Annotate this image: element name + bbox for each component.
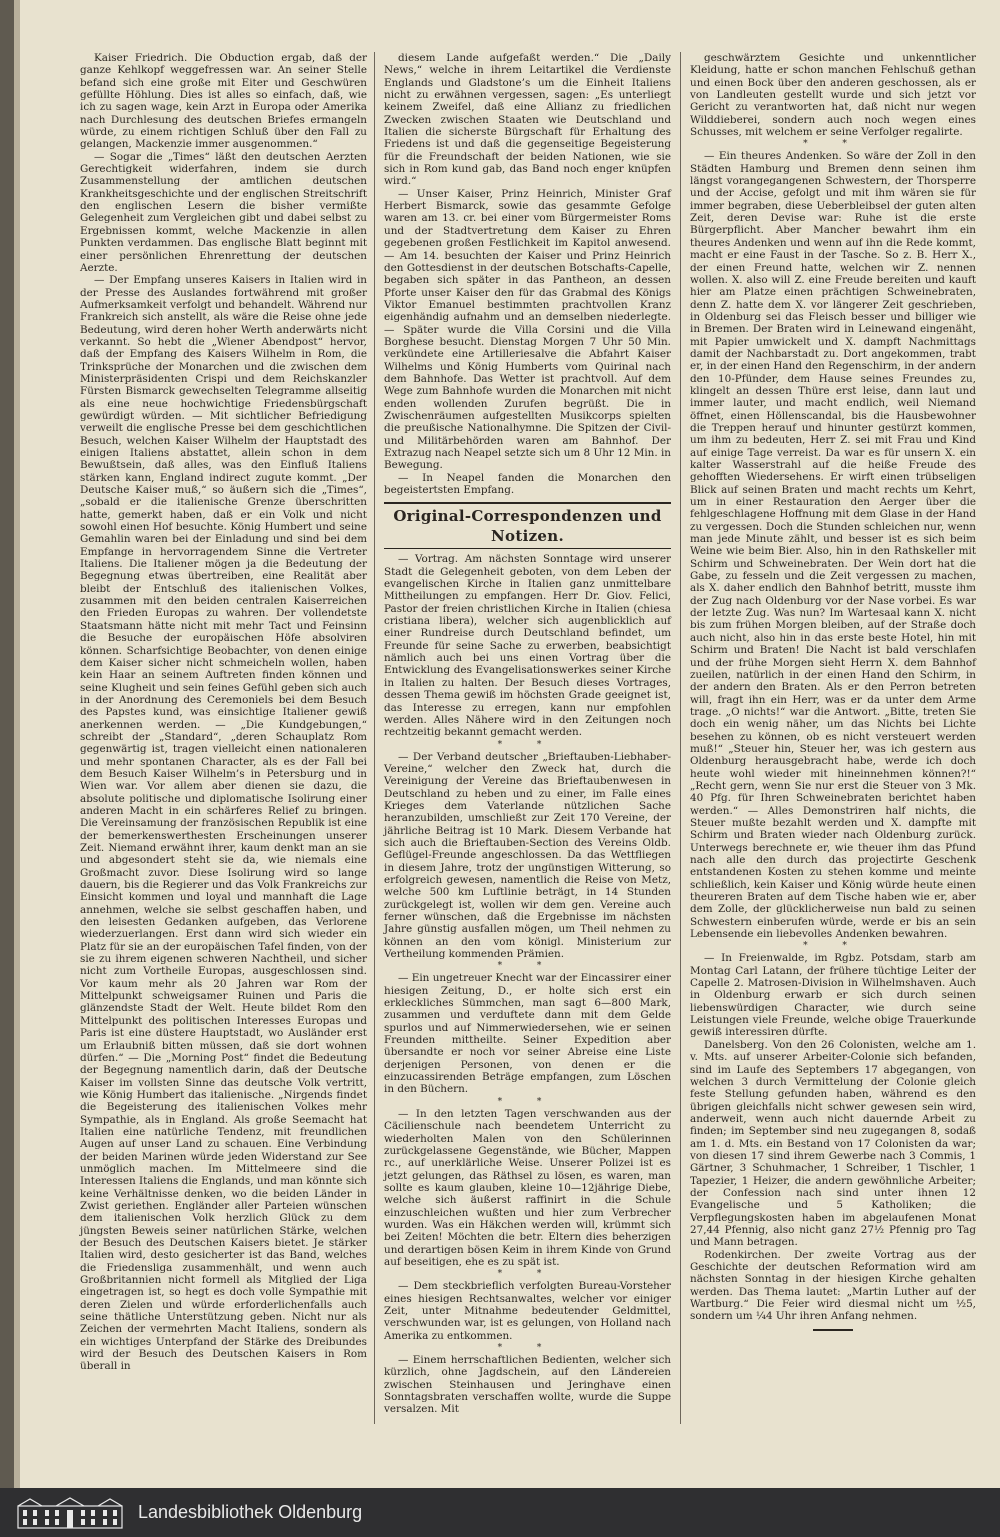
footer-bar <box>0 1488 1000 1537</box>
column-3 <box>690 52 976 1331</box>
book-spine-edge <box>0 0 14 1488</box>
separator-stars: * * <box>497 961 558 972</box>
article-paragraph: Kaiser Friedrich. Die Obduction ergab, daß der ganze Kehlkopf weggefressen war. An seiner Stelle befand sich eine große mit Eiter und Geschwüren gefüllte Höhlung. Dies ist alles so einfach, daß, wie ich zu sagen wage, kein Arzt in Europa oder Amerika nach Durchlesung des deutschen Briefes ermangeln würde, zu einem richtigen Schluß über den Fall zu gelangen, Mackenzie immer ausgenommen.“ <box>80 52 367 151</box>
column-2 <box>384 52 671 1416</box>
article-paragraph: — Der Empfang unseres Kaisers in Italien wird in der Presse des Auslandes fortwährend mit großer Aufmerksamkeit verfolgt und behandelt. Während nur Frankreich sich anstellt, als wäre die Reise ohne jede Bedeutung, wird deren hoher Werth anderwärts nicht verkannt. So hebt die „Wiener Abendpost“ hervor, daß der Empfang des Kaisers Wilhelm in Rom, die Trinksprüche der Monarchen und die zwischen dem Ministerpräsidenten Crispi und dem Reichskanzler Fürsten Bismarck gewechselten Telegramme allseitig als eine neue hochwichtige Friedensbürgschaft gewürdigt würden. — Mit sichtlicher Befriedigung verweilt die englische Presse bei dem geschichtlichen Besuch, welchen Kaiser Wilhelm der Hauptstadt des einigen Italiens abstattet, allein schon in dem Bewußtsein, daß alles, was den Einfluß Italiens stärken kann, England indirect zugute kommt. „Der Deutsche Kaiser muß,“ so äußern sich die „Times“, „sobald er die italienische Grenze überschritten hatte, gemerkt haben, daß er ein Volk und nicht sowohl einen Hof besuchte. König Humbert und seine Gemahlin waren bei der Einladung und sind bei dem Empfange in hervorragendem Sinne die Vertreter Italiens. Die Italiener mögen ja die Bedeutung der Begegnung etwas übertreiben, eine Realität aber bleibt der Entschluß des italienischen Volkes, zusammen mit den beiden centralen Kaiserreichen den Frieden Europas zu wahren. Der vollendetste Staatsmann hätte nicht mit mehr Tact und Feinsinn die Besuche der europäischen Höfe absolviren können. Scharfsichtige Beobachter, von denen einige dem Kaiser sicher nicht schmeicheln wollen, haben kein Haar an seinem Auftreten finden können und seine Klugheit und sein feines Gefühl geben sich auch in der Anordnung des Ceremoniels bei dem Besuch des Papstes kund, was einsichtige Italiener gewiß anerkennen werden. — „Die Kundgebungen,“ schreibt der „Standard“, „deren Schauplatz Rom gegenwärtig ist, tragen vielleicht einen nationaleren und mehr spontanen Character, als es der Fall bei dem Besuch Kaiser Wilhelm’s in Petersburg und in Wien war. Vor allem aber dienen sie dazu, die absolute politische und diplomatische Isolirung einer anderen Macht in ein schärferes Relief zu bringen. Die Vereinsamung der französischen Republik ist eine der bemerkenswerthesten Erscheinungen unserer Zeit. Niemand erwähnt ihrer, kaum denkt man an sie und abgesondert steht sie da, wie niemals eine Großmacht zuvor. Diese Isolirung wird so lange dauern, bis die Regierer und das Volk Frankreichs zur Einsicht kommen und loyal und mannhaft die Lage annehmen, welche sie selbst geschaffen haben, und den leisesten Gedanken aufgeben, das Verlorene wiederzuerlangen. Erst dann wird sich wieder ein Platz für sie an der europäischen Tafel finden, von der sie zu ihrem eigenen schweren Nachtheil, und sicher nicht zum Vortheile Europas, ausgeschlossen sind. Vor kaum mehr als 20 Jahren war Rom der Mittelpunkt schweigsamer Ruinen und Paris die glänzendste Stadt der Welt. Heute bildet Rom den Mittelpunkt des politischen Interesses Europas und Paris ist eine düstere Hauptstadt, wo Ausländer erst um Erlaubniß bitten müssen, daß sie dort wohnen dürfen.“ — Die „Morning Post“ findet die Bedeutung der Begegnung namentlich darin, daß der Deutsche Kaiser im vollsten Sinne das deutsche Volk vertritt, wie König Humbert das italienische. „Nirgends findet die Begeisterung des italienischen Volkes mehr Sympathie, als in England. Als große Seemacht hat Italien eine natürliche Tendenz, mit freundlichen Augen auf unser Land zu schauen. Eine Verbindung der beiden Marinen würde jeden Widerstand zur See unmöglich machen. Im Mittelmeere sind die Interessen Italiens die Englands, und man könnte sich keine Verhältnisse denken, wo die beiden Länder in Zwist geriethen. Engländer aller Parteien wünschen dem italienischen Volk herzlich Glück zu dem jüngsten Beweis seiner natürlichen Stärke, welchen der Besuch des Deutschen Kaisers bietet. Je stärker Italien wird, desto gesicherter ist das Band, welches die Friedensliga zusammenhält, und wenn auch Großbritannien nicht formell als Mitglied der Liga eingetragen ist, so hegt es doch volle Sympathie mit deren Zielen und würde erforderlichenfalls auch seine thätliche Unterstützung geben. Nicht nur als Zeichen der vermehrten Macht Italiens, sondern als ein wichtiges Unterpfand der Stärke des Dreibundes wird der Besuch des Deutschen Kaisers in Rom überall in <box>80 274 367 1373</box>
separator-stars: * * <box>803 941 863 952</box>
section-heading: Original-Correspondenzen und Notizen. <box>384 502 671 549</box>
separator-stars: * * <box>497 1343 558 1353</box>
separator-stars: * * <box>803 139 863 150</box>
article-paragraph: Rodenkirchen. Der zweite Vortrag aus der Geschichte der deutschen Reformation wird am nächsten Sonntag in der hiesigen Kirche gehalten werden. Das Thema lautet: „Martin Luther auf der Wartburg.“ Die Feier wird diesmal nicht um ½5, sondern um ¼4 Uhr ihren Anfang nehmen. <box>690 1248 976 1323</box>
column-rule-1 <box>374 52 375 1424</box>
separator-stars: * * <box>497 1269 558 1280</box>
library-name: Landesbibliothek Oldenburg <box>138 1502 363 1522</box>
article-paragraph: geschwärztem Gesichte und unkenntlicher Kleidung, hatte er schon manchen Fehlschuß gethan und einen Bock über den anderen geschossen, als er von Landleuten gestellt wurde und sich jetzt vor Gericht zu verantworten hat, daß nicht nur wegen Wilddieberei, sondern auch noch wegen eines Schusses, mit welchem er seine Verfolger regalirte. <box>690 52 976 139</box>
end-rule <box>813 1329 853 1331</box>
page-edge-shadow <box>14 0 20 1488</box>
article-paragraph: — In Neapel fanden die Monarchen den begeistertsten Empfang. <box>384 471 671 497</box>
column-rule-2 <box>680 52 681 1424</box>
article-paragraph: — Einem herrschaftlichen Bedienten, welcher sich kürzlich, ohne Jagdschein, auf den Ländereien zwischen Steinhausen und Jeringhave einen Sonntagsbraten verschaffen wollte, wurde die Suppe versalzen. Mit <box>384 1354 671 1416</box>
article-paragraph: Danelsberg. Von den 26 Colonisten, welche am 1. v. Mts. auf unserer Arbeiter-Colonie sich befanden, sind im Laufe des Septembers 17 abgegangen, von welchen 3 durch Vermittelung der Colonie gleich feste Stellung gefunden haben, während es den übrigen gleichfalls nicht schwer gewesen sein wird, anderweit, wenn auch nicht dauernde Arbeit zu finden; im September sind neu zugegangen 8, sodaß am 1. d. Mts. ein Bestand von 17 Colonisten da war; von diesen 17 sind ihrem Gewerbe nach 3 Commis, 1 Gärtner, 3 Schuhmacher, 1 Schreiber, 1 Tischler, 1 Tapezier, 1 Heizer, die andern gewöhnliche Arbeiter; der Confession nach sind unter ihnen 12 Evangelische und 5 Katholiken; die Verpflegungskosten haben im abgelaufenen Monat 27,44 Pfennig, also nicht ganz 27½ Pfennig pro Tag und Mann betragen. <box>690 1038 976 1249</box>
article-paragraph: — Dem steckbrieflich verfolgten Bureau-Vorsteher eines hiesigen Rechtsanwaltes, welcher vor einiger Zeit, unter Mitnahme bedeutender Geldmittel, verschwunden war, ist es gelungen, von Holland nach Amerika zu entkommen. <box>384 1280 671 1342</box>
article-paragraph: — Sogar die „Times“ läßt den deutschen Aerzten Gerechtigkeit widerfahren, indem sie durch Zusammenstellung der amtlichen deutschen Krankheitsgeschichte und der englischen Streitschrift den englischen Lesern die bisher vermißte Gelegenheit zum Vergleichen gibt und dabei selbst zu Ergebnissen kommt, welche Mackenzie in allen Punkten verdammen. Das englische Blatt beginnt mit einer persönlichen Ehrenrettung der deutschen Aerzte. <box>80 150 367 274</box>
article-paragraph: — Ein theures Andenken. So wäre der Zoll in den Städten Hamburg und Bremen denn seinen ihm längst vorangegangenen Schwestern, der Thorsperre und der Accise, gefolgt und mit ihm wären sie für immer begraben, diese Ueberbleibsel der guten alten Zeit, deren Devise war: Ruhe ist die erste Bürgerpflicht. Aber Mancher bewahrt ihm ein theures Andenken und wenn auf ihn die Rede kommt, macht er eine Faust in der Tasche. So z. B. Herr X., der einen Freund hatte, welchen wir Z. nennen wollen. X. also will Z. eine Freude bereiten und kauft hier am Platze einen prächtigen Schweinebraten, denn Z. hatte dem X. vor längerer Zeit geschrieben, in Oldenburg sei das Fleisch besser und billiger wie in Bremen. Der Braten wird in Leinewand eingenäht, mit Papier umwickelt und X. dampft Nachmittags damit der Nachbarstadt zu. Dort angekommen, trabt er, in der einen Hand den Regenschirm, in der andern den 10-Pfünder, dem Hause seines Freundes zu, klingelt an dessen Thüre erst leise, dann laut und immer lauter, und macht endlich, weil Niemand öffnet, einen Höllenscandal, bis die Hausbewohner die Treppen herauf und hinunter gestürzt kommen, um ihm zu bedeuten, Herr Z. sei mit Frau und Kind auf einige Tage verreist. Da war es für unsern X. ein kalter Wasserstrahl auf die heiße Freude des gehofften Wiedersehens. Er wirft einen trübseligen Blick auf seinen Braten und macht rechts um Kehrt, um in einer Restauration den Aerger über die fehlgeschlagene Hoffnung mit dem Glase in der Hand zu vergessen. Doch die Stunden schleichen nur, wenn man jede Minute zählt, und besser ist es sich beim Weine wie beim Bier. Also, hin in den Rathskeller mit Schirm und Schweinebraten. Der Wein dort hat die Gabe, zu fesseln und die Zeit vergessen zu machen, als X. daher endlich den Bahnhof betritt, musste ihm der Zug nach Oldenburg vor der Nase vorbei. Es war der letzte Zug. Was nun? Im Wartesaal kann X. nicht bis zum frühen Morgen bleiben, auf der Straße doch auch nicht, also hin in das erste beste Hotel, hin mit Schirm und Braten! Die Nacht ist bald verschlafen und der frühe Morgen sieht Herrn X. dem Bahnhof zueilen, natürlich in der einen Hand den Schirm, in der andern den Braten. Als er den Perron betreten will, fragt ihn ein Herr, was er da unter dem Arme trage. „O nichts!“ war die Antwort. „Bitte, treten Sie doch ein wenig näher, um das Nichts bei Lichte besehen zu können, ob es nicht versteuert werden muß!“ „Steuer hin, Steuer her, was ich gestern aus Oldenburg herausgebracht habe, werde ich doch heute wohl wieder mit hineinnehmen können?!“ „Recht gern, wenn Sie nur erst die Steuer von 3 Mk. 40 Pfg. für Ihren Schweinebraten berichtet haben werden.“ — Alles Demonstriren half nichts, die Steuer mußte bezahlt werden und X. dampfte mit Schirm und Braten wieder nach Oldenburg zurück. Unterwegs berechnete er, wie theuer ihm das Pfund nach alle den durch das projectirte Geschenk entstandenen Kosten zu stehen komme und meinte schließlich, kein Kaiser und König würde heute einen theureren Braten auf dem Tische haben wie er, aber dem Zolle, der glücklicherweise nun bald zu seinen Schwestern einberufen würde, werde er bis an sein Lebensende ein liebevolles Andenken bewahren. <box>690 150 976 941</box>
article-paragraph: — In Freienwalde, im Rgbz. Potsdam, starb am Montag Carl Latann, der frühere tüchtige Leiter der Capelle 2. Matrosen-Division in Wilhelmshaven. Auch in Oldenburg erwarb er sich durch seinen liebenswürdigen Character, wie durch seine Leistungen viele Freunde, welche obige Trauerkunde gewiß interessiren dürfte. <box>690 952 976 1039</box>
library-building-icon <box>16 1496 124 1530</box>
article-paragraph: — In den letzten Tagen verschwanden aus der Cäcilienschule nach beendetem Unterricht zu wiederholten Malen von den Schülerinnen zurückgelassene Gegenstände, wie Bücher, Mappen rc., auf unerklärliche Weise. Unserer Polizei ist es jetzt gelungen, das Räthsel zu lösen, es waren, man sollte es kaum glauben, kleine 10—12jährige Diebe, welche sich äußerst raffinirt in die Schule einzuschleichen wußten und hier zum Verbrecher wurden. Was ein Häkchen werden will, krümmt sich bei Zeiten! Möchten die betr. Eltern dies beherzigen und derartigen bösen Keim in ihrem Kinde von Grund auf beseitigen, ehe es zu spät ist. <box>384 1107 671 1268</box>
column-1 <box>80 52 367 1373</box>
article-paragraph: — Ein ungetreuer Knecht war der Eincassirer einer hiesigen Zeitung, D., er holte sich erst ein erkleckliches Sümmchen, man sagt 6—800 Mark, zusammen und verduftete dann mit dem Gelde spurlos und auf Nimmerwiedersehen, wie er seinen Freunden mittheilte. Seiner Expedition aber übersandte er noch vor seiner Abreise eine Liste derjenigen Personen, von denen er die einzucassirenden Beträge empfangen, zum Löschen in den Büchern. <box>384 972 671 1096</box>
article-paragraph: — Unser Kaiser, Prinz Heinrich, Minister Graf Herbert Bismarck, sowie das gesammte Gefolge waren am 13. cr. bei einer vom Bürgermeister Roms und der Stadtvertretung dem Kaiser zu Ehren gegebenen großen Festlichkeit im Kapitol anwesend. — Am 14. besuchten der Kaiser und Prinz Heinrich den Gottesdienst in der deutschen Botschafts-Capelle, begaben sich später in das Pantheon, an dessen Pforte unser Kaiser den für das Grabmal des Königs Viktor Emanuel bestimmten prachtvollen Kranz eigenhändig aufnahm und an demselben niederlegte. — Später wurde die Villa Corsini und die Villa Borghese besucht. Dienstag Morgen 7 Uhr 50 Min. verkündete eine Artilleriesalve die Abfahrt Kaiser Wilhelms und König Humberts vom Quirinal nach dem Bahnhofe. Das Wetter ist prachtvoll. Auf dem Wege zum Bahnhofe wurden die Monarchen mit nicht enden wollenden Zurufen begrüßt. Die in Zwischenräumen aufgestellten Musikcorps spielten die preußische Nationalhymne. Die Spitzen der Civil- und Militärbehörden waren am Bahnhof. Der Extrazug nach Neapel setzte sich um 8 Uhr 12 Min. in Bewegung. <box>384 187 671 472</box>
article-paragraph: — Der Verband deutscher „Brieftauben-Liebhaber-Vereine,“ welcher den Zweck hat, durch die Vereinigung der Vereine das Brieftaubenwesen in Deutschland zu heben und zu einer, im Falle eines Krieges dem Vaterlande nützlichen Sache heranzubilden, umschließt zur Zeit 170 Vereine, der jährliche Beitrag ist 10 Mark. Diesem Verbande hat sich auch die Brieftauben-Section des Vereins Oldb. Geflügel-Freunde angeschlossen. Da das Wettfliegen in diesem Jahre, trotz der ungünstigen Witterung, so erfolgreich gewesen, namentlich die Reise von Metz, welche 500 km Luftlinie beträgt, in 14 Stunden zurückgelegt ist, wollen wir dem gen. Vereine auch ferner wünschen, daß die Ergebnisse im nächsten Jahre günstig ausfallen mögen, um Theil nehmen zu können an den vom königl. Ministerium zur Vertheilung kommenden Prämien. <box>384 750 671 961</box>
article-paragraph: diesem Lande aufgefaßt werden.“ Die „Daily News,“ welche in ihrem Leitartikel die Verdienste Englands und Gladstone’s um die Einheit Italiens nicht zu erwähnen vergessen, sagen: „Es unterliegt keinem Zweifel, daß eine Allianz zu friedlichen Zwecken zwischen Staaten wie Deutschland und Italien die sicherste Bürgschaft für Erhaltung des Friedens ist und daß die gegenseitige Begeisterung für die Freundschaft der beiden Nationen, wie sie sich in Rom kund gab, das Band noch enger knüpfen wird.“ <box>384 52 671 188</box>
article-paragraph: — Vortrag. Am nächsten Sonntage wird unserer Stadt die Gelegenheit geboten, von dem Leben der evangelischen Kirche in Italien ganz unmittelbare Mittheilungen zu empfangen. Herr Dr. Giov. Felici, Pastor der freien christlichen Kirche in Italien (chiesa cristiana libera), welcher sich augenblicklich auf einer Rundreise durch Deutschland befindet, um Freunde für seine Sache zu erwerben, beabsichtigt nämlich auch bei uns einen Vortrag über die Entwicklung des Evangelisationswerkes seiner Kirche in Italien zu halten. Der Besuch dieses Vortrages, dessen Thema gewiß im höchsten Grade geeignet ist, das Interesse zu erregen, kann nur empfohlen werden. Alles Nähere wird in den Zeitungen noch rechtzeitig bekannt gemacht werden. <box>384 553 671 739</box>
separator-stars: * * <box>497 1096 558 1107</box>
separator-stars: * * <box>497 739 558 750</box>
